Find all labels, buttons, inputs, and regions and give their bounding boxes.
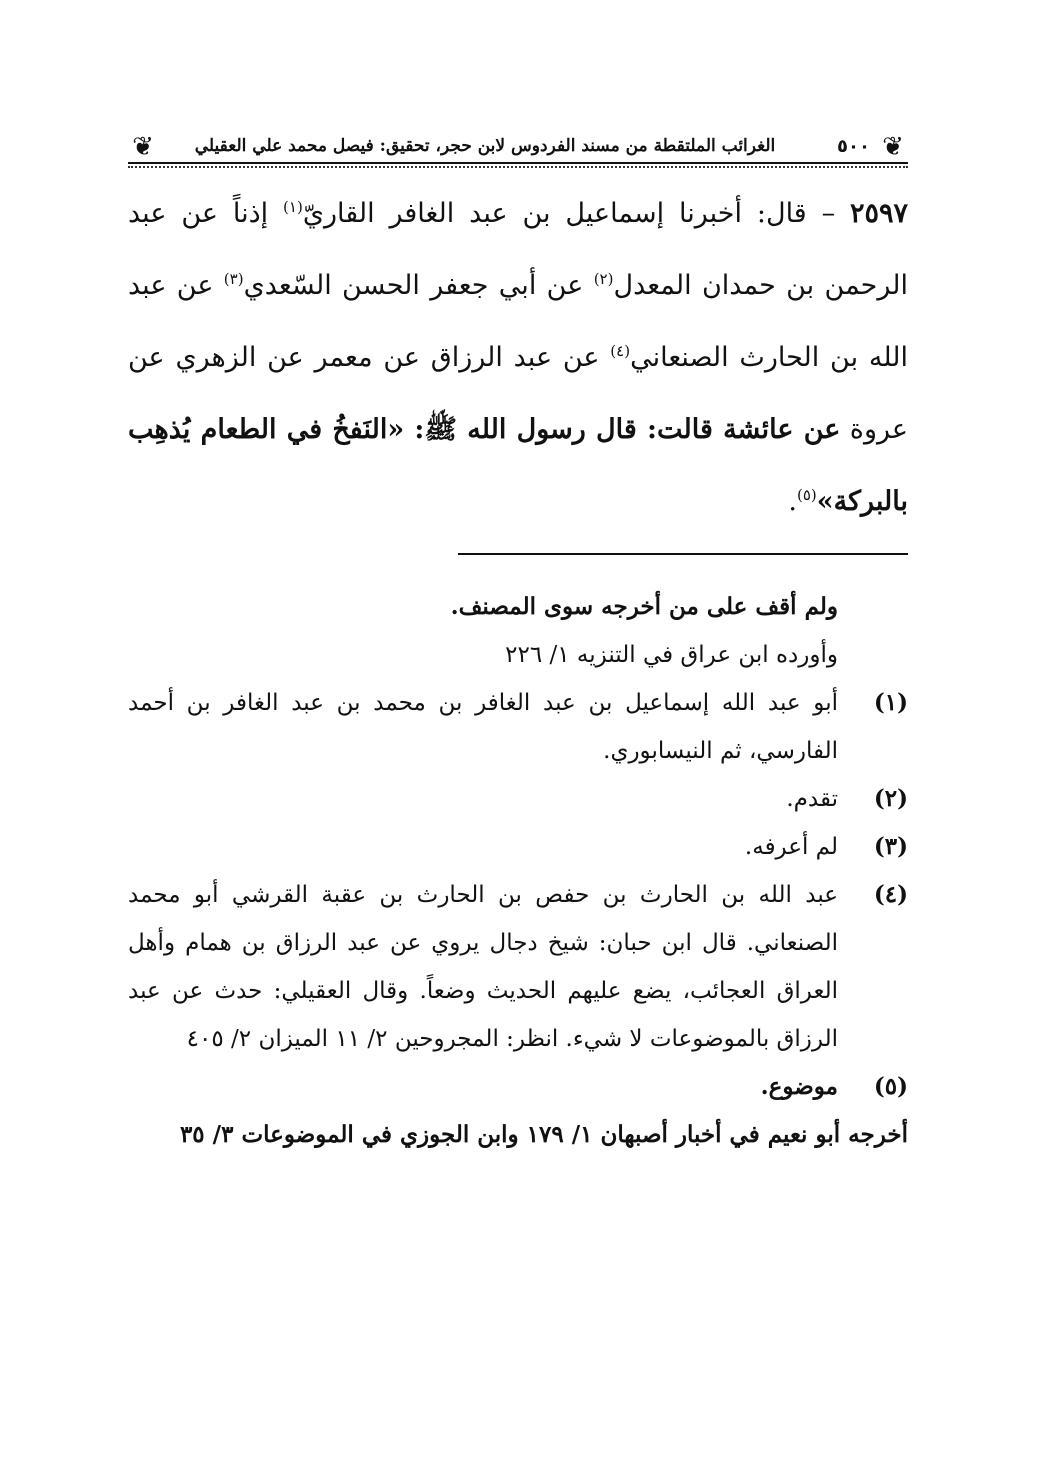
- header-dotted-rule: [128, 166, 908, 168]
- footnote-text: عبد الله بن الحارث بن حفص بن الحارث بن عقبة القرشي أبو محمد الصنعاني. قال ابن حبان: شيخ دجال يروي عن عبد الرزاق بن همام وأهل العراق العجائب، يضع عليهم الحديث وضعاً. وقال العقيلي: حدث عن عبد الرزاق بالموضوعات لا شيء. انظر: المجروحين ٢/ ١١ الميزان ٢/ ٤٠٥: [128, 882, 838, 1052]
- footnote-text: لم أعرفه.: [744, 834, 838, 860]
- footnotes: [128, 583, 908, 1159]
- footnote-trailing: أخرجه أبو نعيم في أخبار أصبهان ١/ ١٧٩ وابن الجوزي في الموضوعات ٣/ ٣٥: [179, 1121, 908, 1148]
- footnote-ref-1[interactable]: (١): [283, 198, 303, 216]
- footnote-intro-2: وأورده ابن عراق في التنزيه ١/ ٢٢٦: [505, 642, 838, 668]
- hadith-chain-5: عن عبد الرزاق عن معمر عن الزهري عن عروة: [128, 342, 908, 445]
- footnote-ref-5[interactable]: (٥): [797, 486, 817, 504]
- header-rule: [128, 162, 908, 164]
- footnote-ref-4[interactable]: (٤): [610, 342, 631, 360]
- hadith-chain-2: إذناً عن عبد الرحمن بن حمدان المعدل: [128, 198, 908, 301]
- footnote-text: أبو عبد الله إسماعيل بن عبد الغافر بن محمد بن عبد الغافر بن أحمد الفارسي، ثم النيسابوري.: [128, 690, 838, 764]
- hadith-chain-4: عن عبد الله بن الحارث الصنعاني: [128, 270, 909, 373]
- hadith-chain-1: – قال: أخبرنا إسماعيل بن عبد الغافر القاريّ: [302, 198, 850, 229]
- hadith-chain-3: عن أبي جعفر الحسن السّعدي: [243, 270, 594, 301]
- footnote-mark: (٢): [873, 785, 908, 812]
- footnote-mark: (٥): [873, 1073, 908, 1100]
- hadith-matn: عن عائشة قالت: قال رسول الله ﷺ: «النَفخُ في الطعام يُذهِب بالبركة»: [128, 414, 908, 517]
- footnote-separator: [458, 553, 908, 555]
- ornament-right-icon: ❦: [882, 132, 904, 162]
- footnote-text: موضوع.: [760, 1073, 838, 1100]
- footnote-intro-1: ولم أقف على من أخرجه سوى المصنف.: [450, 593, 838, 620]
- ornament-left-icon: ❦: [132, 132, 154, 162]
- footnote-item: [128, 1063, 908, 1111]
- footnote-item: [128, 871, 908, 1063]
- footnote-mark: (٣): [873, 833, 908, 860]
- running-title: الغرائب الملتقطة من مسند الفردوس لابن حجر، تحقيق: فيصل محمد علي العقيلي: [194, 136, 776, 156]
- footnote-mark: (٤): [873, 881, 908, 908]
- footnote-item: [128, 823, 908, 871]
- hadith-end: .: [788, 486, 797, 517]
- running-header: [128, 128, 908, 172]
- hadith-text: [128, 178, 908, 538]
- page-number: ٥٠٠: [837, 136, 870, 157]
- footnote-ref-2[interactable]: (٢): [593, 270, 614, 288]
- footnote-text: تقدم.: [786, 786, 838, 812]
- footnote-ref-3[interactable]: (٣): [223, 270, 244, 288]
- footnote-item: [128, 679, 908, 775]
- footnote-mark: (١): [873, 689, 908, 716]
- hadith-number: ٢٥٩٧: [850, 198, 909, 229]
- footnote-item: [128, 775, 908, 823]
